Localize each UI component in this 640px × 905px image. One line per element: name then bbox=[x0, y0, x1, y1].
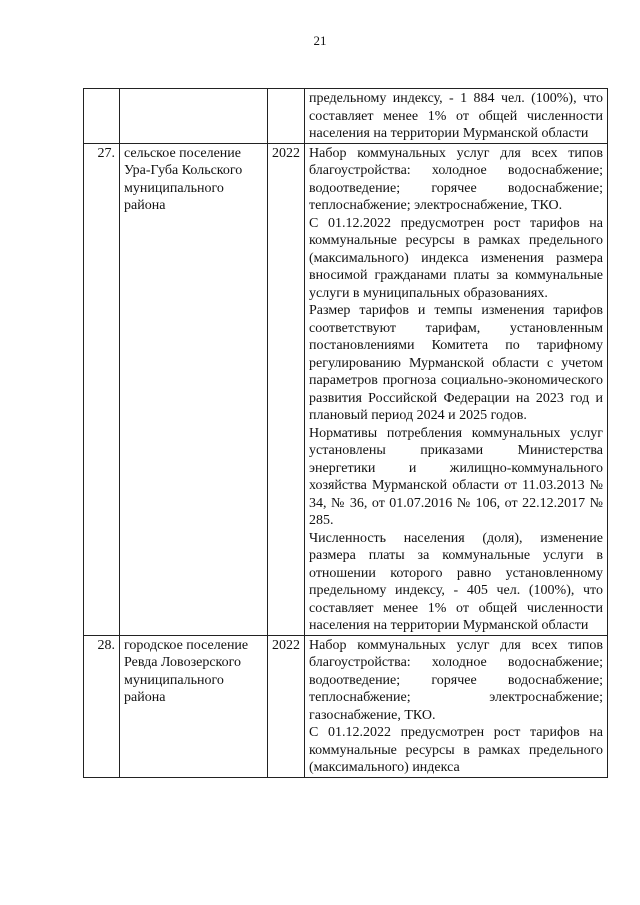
description-paragraph: Численность населения (доля), изменение размера платы за коммунальные услуги в отношении которого равно установленному предельному индексу, - 405 чел. (100%), что составляет менее 1% от общей численности населения на территории Мурманской области bbox=[309, 530, 603, 633]
municipality-name: городское поселение Ревда Ловозерского муниципального района bbox=[120, 635, 268, 777]
description-paragraph: Размер тарифов и темпы изменения тарифов соответствуют тарифам, установленным постановлениями Комитета по тарифному регулированию Мурманской области с учетом параметров прогноза социально-экономического развития Российской Федерации на 2023 год и плановый период 2024 и 2025 годов. bbox=[309, 303, 603, 423]
description-paragraph: С 01.12.2022 предусмотрен рост тарифов на коммунальные ресурсы в рамках предельного (максимального) индекса bbox=[309, 725, 603, 775]
row-description bbox=[305, 635, 608, 777]
description-paragraph: Нормативы потребления коммунальных услуг установлены приказами Министерства энергетики и жилищно-коммунального хозяйства Мурманской области от 11.03.2013 № 34, № 36, от 01.07.2016 № 106, от 22.12.2017 № 285. bbox=[309, 425, 603, 528]
row-number bbox=[84, 89, 120, 144]
description-paragraph: Набор коммунальных услуг для всех типов благоустройства: холодное водоснабжение; водоотведение; горячее водоснабжение; теплоснабжение; электроснабжение, ТКО. bbox=[309, 145, 603, 213]
row-year: 2022 bbox=[268, 635, 305, 777]
table-row-28 bbox=[84, 635, 608, 777]
row-description bbox=[305, 143, 608, 635]
municipality-name: сельское поселение Ура-Губа Кольского муниципального района bbox=[120, 143, 268, 635]
page-number: 21 bbox=[313, 33, 327, 48]
tariff-table bbox=[83, 88, 608, 778]
row-description bbox=[305, 89, 608, 144]
description-paragraph: С 01.12.2022 предусмотрен рост тарифов на коммунальные ресурсы в рамках предельного (максимального) индекса изменения размера вносимой гражданами платы за коммунальные услуги в муниципальных образованиях. bbox=[309, 215, 603, 301]
description-paragraph: предельному индексу, - 1 884 чел. (100%), что составляет менее 1% от общей численности населения на территории Мурманской области bbox=[309, 91, 603, 141]
row-number: 27. bbox=[84, 143, 120, 635]
row-year: 2022 bbox=[268, 143, 305, 635]
table-row-27 bbox=[84, 143, 608, 635]
row-number: 28. bbox=[84, 635, 120, 777]
row-year bbox=[268, 89, 305, 144]
description-paragraph: Набор коммунальных услуг для всех типов благоустройства: холодное водоснабжение; водоотведение; горячее водоснабжение; теплоснабжение; электроснабжение; газоснабжение, ТКО. bbox=[309, 637, 603, 723]
municipality-name bbox=[120, 89, 268, 144]
table-row-continuation bbox=[84, 89, 608, 144]
